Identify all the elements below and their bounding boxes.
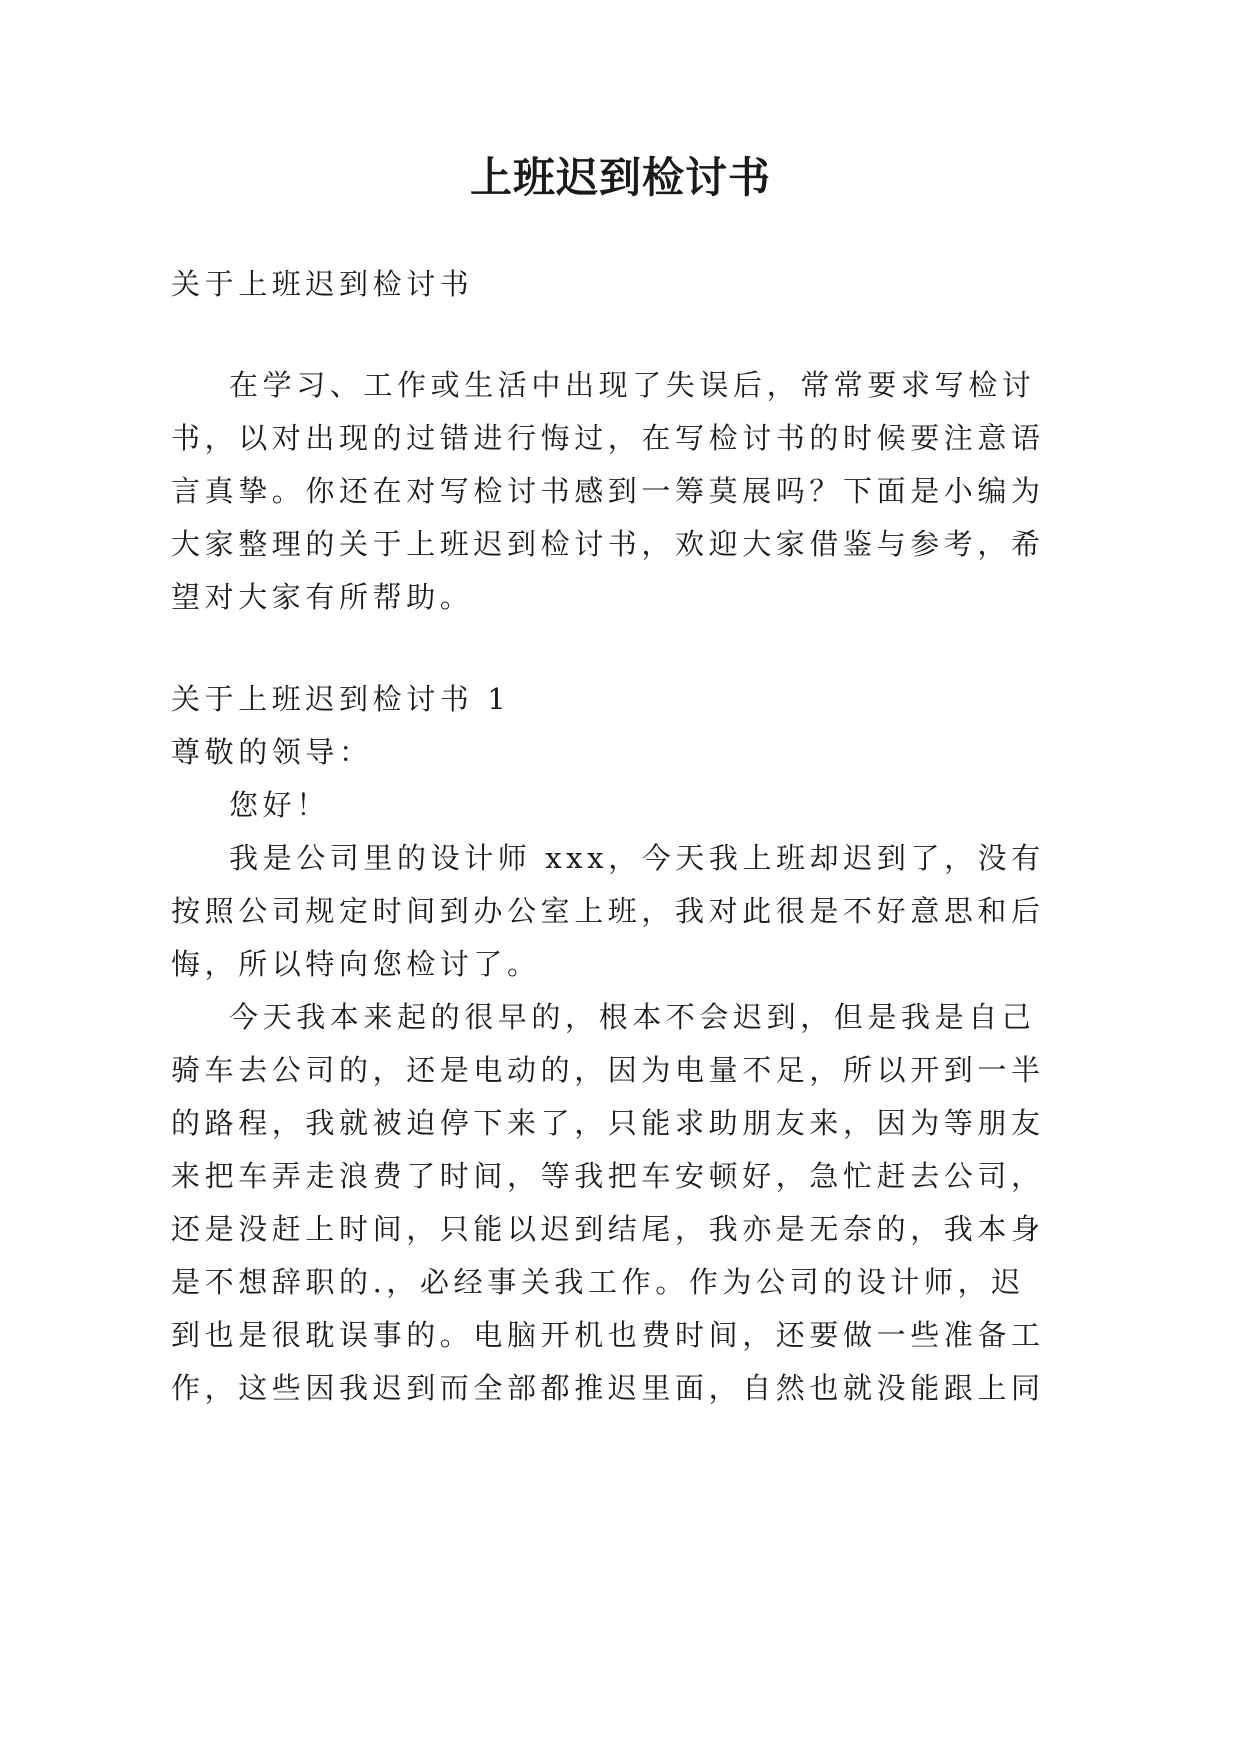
document-subtitle: 关于上班迟到检讨书 — [171, 267, 474, 301]
document-title: 上班迟到检讨书 — [469, 153, 771, 202]
intro-line: 在学习、工作或生活中出现了失误后，常常要求写检讨 — [229, 368, 1036, 402]
intro-line: 大家整理的关于上班迟到检讨书，欢迎大家借鉴与参考，希 — [171, 527, 1045, 561]
paragraph-line: 的路程，我就被迫停下来了，只能求助朋友来，因为等朋友 — [171, 1106, 1045, 1140]
intro-line: 言真挚。你还在对写检讨书感到一筹莫展吗？下面是小编为 — [171, 474, 1045, 508]
section-heading: 关于上班迟到检讨书 1 — [171, 682, 511, 716]
intro-line: 书，以对出现的过错进行悔过，在写检讨书的时候要注意语 — [171, 421, 1045, 455]
intro-line: 望对大家有所帮助。 — [171, 580, 474, 614]
paragraph-line: 按照公司规定时间到办公室上班，我对此很是不好意思和后 — [171, 894, 1045, 928]
greeting: 您好！ — [229, 788, 330, 822]
salutation: 尊敬的领导： — [171, 735, 373, 769]
paragraph-line: 到也是很耽误事的。电脑开机也费时间，还要做一些准备工 — [171, 1318, 1045, 1352]
paragraph-line: 悔，所以特向您检讨了。 — [171, 947, 541, 981]
paragraph-line: 来把车弄走浪费了时间，等我把车安顿好，急忙赶去公司， — [171, 1159, 1045, 1193]
paragraph-line: 骑车去公司的，还是电动的，因为电量不足，所以开到一半 — [171, 1053, 1045, 1087]
paragraph-line: 是不想辞职的.，必经事关我工作。作为公司的设计师，迟 — [171, 1265, 1025, 1299]
paragraph-line: 今天我本来起的很早的，根本不会迟到，但是我是自己 — [229, 1000, 1036, 1034]
paragraph-line: 我是公司里的设计师 xxx，今天我上班却迟到了，没有 — [229, 841, 1045, 875]
paragraph-line: 作，这些因我迟到而全部都推迟里面，自然也就没能跟上同 — [171, 1371, 1045, 1405]
paragraph-line: 还是没赶上时间，只能以迟到结尾，我亦是无奈的，我本身 — [171, 1212, 1045, 1246]
